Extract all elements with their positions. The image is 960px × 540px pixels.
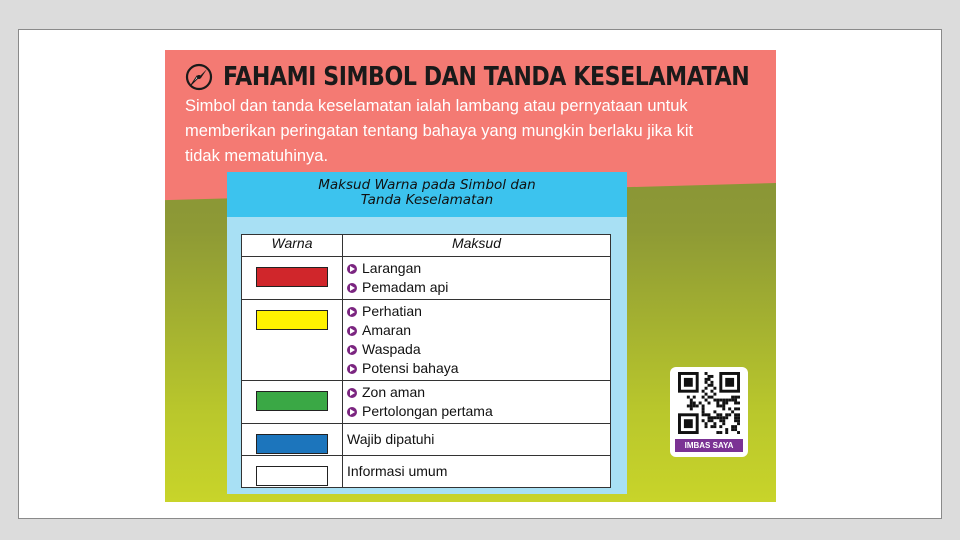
meaning-item-label: Zon aman <box>362 384 426 400</box>
color-swatch <box>256 466 328 486</box>
table-row <box>242 257 611 300</box>
meaning-cell <box>343 381 611 424</box>
color-swatch <box>256 310 328 330</box>
column-header-color: Warna <box>242 235 343 257</box>
meaning-item-label: Larangan <box>362 260 422 276</box>
card-heading <box>227 172 627 217</box>
meaning-text: Informasi umum <box>347 463 448 479</box>
meaning-item <box>347 321 606 340</box>
compass-icon <box>185 63 213 91</box>
meaning-item-label: Pemadam api <box>362 279 449 295</box>
meaning-cell <box>343 300 611 381</box>
chevron-right-circle-icon <box>347 388 357 398</box>
card-heading-line: Tanda Keselamatan <box>360 192 494 208</box>
color-cell <box>242 456 343 488</box>
meaning-item-label: Perhatian <box>362 303 422 319</box>
meaning-item <box>347 402 606 421</box>
qr-code-icon <box>678 372 740 434</box>
table-row <box>242 381 611 424</box>
meaning-cell <box>343 257 611 300</box>
card-heading-line: Maksud Warna pada Simbol dan <box>318 177 536 193</box>
textbook-page <box>165 50 776 502</box>
meaning-cell <box>343 424 611 456</box>
meaning-item-label: Waspada <box>362 341 421 357</box>
meaning-item <box>347 302 606 321</box>
color-cell <box>242 381 343 424</box>
color-meaning-card <box>227 172 627 494</box>
chevron-right-circle-icon <box>347 326 357 336</box>
meaning-text: Wajib dipatuhi <box>347 431 435 447</box>
table-row <box>242 456 611 488</box>
color-swatch <box>256 267 328 287</box>
chevron-right-circle-icon <box>347 407 357 417</box>
color-swatch <box>256 391 328 411</box>
meaning-item <box>347 359 606 378</box>
title-row <box>185 57 776 97</box>
table-row <box>242 424 611 456</box>
color-swatch <box>256 434 328 454</box>
meaning-item-label: Amaran <box>362 322 412 338</box>
meaning-item <box>347 383 606 402</box>
intro-line: memberikan peringatan tentang bahaya yang mungkin berlaku jika kit <box>185 122 694 140</box>
chevron-right-circle-icon <box>347 364 357 374</box>
column-header-meaning: Maksud <box>343 235 611 257</box>
table-header-row <box>242 235 611 257</box>
page-title: FAHAMI SIMBOL DAN TANDA KESELAMATAN <box>223 62 750 92</box>
color-cell <box>242 424 343 456</box>
color-meaning-table <box>241 234 611 488</box>
qr-label: IMBAS SAYA <box>675 439 743 452</box>
chevron-right-circle-icon <box>347 264 357 274</box>
color-cell <box>242 257 343 300</box>
meaning-item <box>347 259 606 278</box>
intro-paragraph <box>185 94 776 169</box>
chevron-right-circle-icon <box>347 283 357 293</box>
meaning-item <box>347 340 606 359</box>
intro-line: tidak mematuhinya. <box>185 147 329 165</box>
meaning-cell <box>343 456 611 488</box>
intro-line: Simbol dan tanda keselamatan ialah lambang atau pernyataan untuk <box>185 97 688 115</box>
chevron-right-circle-icon <box>347 345 357 355</box>
qr-code-box[interactable] <box>670 367 748 457</box>
meaning-item-label: Potensi bahaya <box>362 360 459 376</box>
chevron-right-circle-icon <box>347 307 357 317</box>
meaning-item <box>347 278 606 297</box>
meaning-item-label: Pertolongan pertama <box>362 403 493 419</box>
color-cell <box>242 300 343 381</box>
table-row <box>242 300 611 381</box>
